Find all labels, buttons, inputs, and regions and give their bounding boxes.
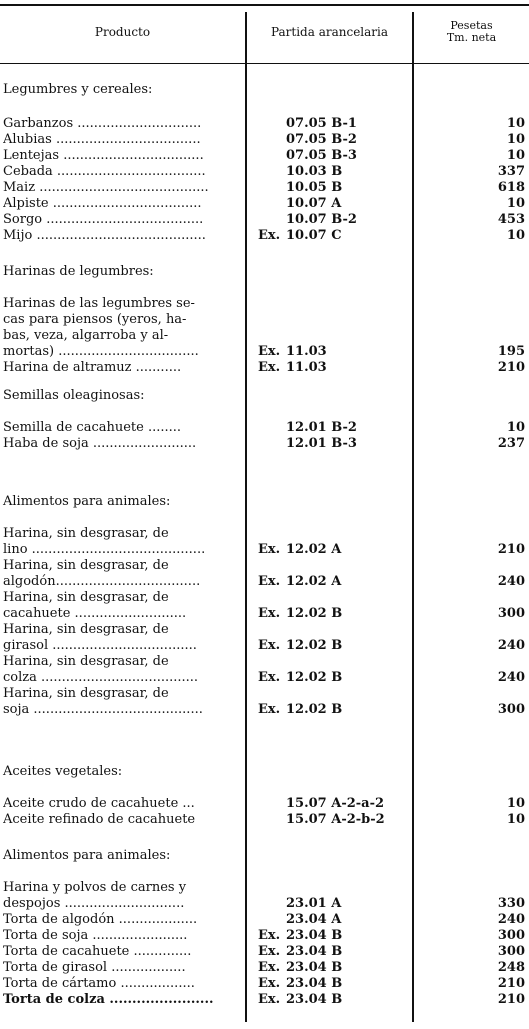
product-cell: Lentejas ..................................: [3, 148, 204, 163]
tariff-code-cell: 10.03 B: [286, 164, 343, 179]
product-cell: Harina, sin desgrasar, de: [3, 622, 169, 637]
tariff-code-cell: 12.02 B: [286, 606, 343, 621]
tariff-code-cell: 23.04 B: [286, 976, 343, 991]
ex-marker: Ex.: [258, 702, 281, 717]
product-cell: soja .........................................: [3, 702, 203, 717]
tariff-code-cell: 23.04 B: [286, 944, 343, 959]
ex-marker: Ex.: [258, 344, 281, 359]
product-cell: Torta de algodón ...................: [3, 912, 198, 927]
header-pesetas-line1: Pesetas: [450, 19, 493, 32]
pesetas-value-cell: 10: [506, 148, 525, 163]
pesetas-value-cell: 248: [497, 960, 525, 975]
tariff-code-cell: 10.07 A: [286, 196, 342, 211]
ex-marker: Ex.: [258, 606, 281, 621]
pesetas-value-cell: 210: [497, 360, 525, 375]
product-cell: Harina de altramuz ...........: [3, 360, 182, 375]
tariff-code-cell: 12.01 B-2: [286, 420, 357, 435]
product-cell: lino ..........................................: [3, 542, 206, 557]
product-cell: algodón...................................: [3, 574, 201, 589]
tariff-code-cell: 23.04 B: [286, 928, 343, 943]
table-row: [0, 976, 529, 992]
product-cell: Sorgo ......................................: [3, 212, 204, 227]
tariff-code-cell: 10.07 B-2: [286, 212, 357, 227]
product-cell: girasol ...................................: [3, 638, 197, 653]
table-row: [0, 164, 529, 180]
product-cell: Alubias ...................................: [3, 132, 201, 147]
product-cell: Torta de cártamo ..................: [3, 976, 195, 991]
pesetas-value-cell: 453: [497, 212, 525, 227]
table-row: [0, 606, 529, 622]
ex-marker: Ex.: [258, 976, 281, 991]
table-row: [0, 670, 529, 686]
pesetas-value-cell: 210: [497, 976, 525, 991]
table-row: [0, 328, 529, 344]
ex-marker: Ex.: [258, 542, 281, 557]
table-row: [0, 132, 529, 148]
tariff-code-cell: 07.05 B-2: [286, 132, 357, 147]
table-row: [0, 574, 529, 590]
table-row: [0, 928, 529, 944]
ex-marker: Ex.: [258, 228, 281, 243]
tariff-code-cell: 23.04 A: [286, 912, 342, 927]
tariff-code-cell: 07.05 B-3: [286, 148, 357, 163]
table-row: [0, 296, 529, 312]
ex-marker: Ex.: [258, 928, 281, 943]
table-row: [0, 686, 529, 702]
pesetas-value-cell: 10: [506, 420, 525, 435]
pesetas-value-cell: 240: [497, 574, 525, 589]
table-row: [0, 654, 529, 670]
table-row: [0, 896, 529, 912]
product-cell: Torta de girasol ..................: [3, 960, 186, 975]
product-cell: Mijo .........................................: [3, 228, 206, 243]
header-rule: [0, 63, 529, 64]
table-row: [0, 880, 529, 896]
product-cell: Garbanzos ..............................: [3, 116, 202, 131]
product-cell: Torta de soja .......................: [3, 928, 188, 943]
product-cell: Harina, sin desgrasar, de: [3, 526, 169, 541]
table-row: [0, 944, 529, 960]
pesetas-value-cell: 10: [506, 116, 525, 131]
pesetas-value-cell: 195: [497, 344, 525, 359]
product-cell: Alpiste ....................................: [3, 196, 202, 211]
tariff-code-cell: 12.02 A: [286, 542, 342, 557]
table-row: [0, 702, 529, 718]
pesetas-value-cell: 237: [497, 436, 525, 451]
table-row: [0, 812, 529, 828]
table-row: [0, 148, 529, 164]
pesetas-value-cell: 300: [497, 928, 525, 943]
table-row: [0, 796, 529, 812]
table-row: [0, 590, 529, 606]
tariff-code-cell: 15.07 A-2-b-2: [286, 812, 385, 827]
table-row: [0, 542, 529, 558]
product-cell: cacahuete ...........................: [3, 606, 187, 621]
tariff-code-cell: 23.01 A: [286, 896, 342, 911]
ex-marker: Ex.: [258, 944, 281, 959]
tariff-code-cell: 07.05 B-1: [286, 116, 357, 131]
ex-marker: Ex.: [258, 960, 281, 975]
product-cell: Haba de soja .........................: [3, 436, 197, 451]
pesetas-value-cell: 240: [497, 638, 525, 653]
table-row: [0, 622, 529, 638]
tariff-code-cell: 15.07 A-2-a-2: [286, 796, 385, 811]
product-cell: Aceite crudo de cacahuete ...: [3, 796, 195, 811]
product-cell: Harina, sin desgrasar, de: [3, 590, 169, 605]
pesetas-value-cell: 10: [506, 796, 525, 811]
table-row: [0, 212, 529, 228]
header-partida: Partida arancelaria: [270, 25, 389, 39]
section-title: Alimentos para animales:: [3, 848, 171, 863]
tariff-code-cell: 12.02 B: [286, 702, 343, 717]
table-row: [0, 420, 529, 436]
tariff-code-cell: 23.04 B: [286, 992, 343, 1007]
tariff-code-cell: 11.03: [286, 344, 327, 359]
tariff-code-cell: 10.05 B: [286, 180, 343, 195]
pesetas-value-cell: 10: [506, 228, 525, 243]
table-row: [0, 436, 529, 452]
header-pesetas-line2: Tm. neta: [446, 31, 497, 44]
header-pesetas: [414, 20, 529, 44]
product-cell: Torta de cacahuete ..............: [3, 944, 192, 959]
product-cell: Harina, sin desgrasar, de: [3, 686, 169, 701]
top-rule: [0, 4, 529, 6]
pesetas-value-cell: 10: [506, 812, 525, 827]
pesetas-value-cell: 10: [506, 132, 525, 147]
table-row: [0, 992, 529, 1008]
tariff-code-cell: 10.07 C: [286, 228, 342, 243]
ex-marker: Ex.: [258, 670, 281, 685]
pesetas-value-cell: 210: [497, 542, 525, 557]
pesetas-value-cell: 337: [497, 164, 525, 179]
product-cell: Harina y polvos de carnes y: [3, 880, 187, 895]
pesetas-value-cell: 300: [497, 944, 525, 959]
table-row: [0, 344, 529, 360]
table-row: [0, 526, 529, 542]
table-row: [0, 960, 529, 976]
pesetas-value-cell: 210: [497, 992, 525, 1007]
product-cell: Torta de colza .......................: [3, 992, 214, 1007]
section-title: Aceites vegetales:: [3, 764, 123, 779]
table-row: [0, 558, 529, 574]
tariff-code-cell: 12.01 B-3: [286, 436, 357, 451]
pesetas-value-cell: 10: [506, 196, 525, 211]
tariff-code-cell: 12.02 B: [286, 638, 343, 653]
header-producto: Producto: [94, 25, 151, 39]
table-row: [0, 196, 529, 212]
ex-marker: Ex.: [258, 992, 281, 1007]
product-cell: despojos .............................: [3, 896, 185, 911]
product-cell: Semilla de cacahuete ........: [3, 420, 182, 435]
tariff-code-cell: 11.03: [286, 360, 327, 375]
product-cell: Maiz .........................................: [3, 180, 209, 195]
section-title: Harinas de legumbres:: [3, 264, 154, 279]
product-cell: Harinas de las legumbres se-: [3, 296, 195, 311]
tariff-code-cell: 23.04 B: [286, 960, 343, 975]
pesetas-value-cell: 618: [497, 180, 525, 195]
pesetas-value-cell: 300: [497, 606, 525, 621]
section-title: Legumbres y cereales:: [3, 82, 153, 97]
pesetas-value-cell: 330: [497, 896, 525, 911]
table-row: [0, 312, 529, 328]
product-cell: bas, veza, algarroba y al-: [3, 328, 169, 343]
tariff-code-cell: 12.02 A: [286, 574, 342, 589]
product-cell: mortas) ..................................: [3, 344, 199, 359]
ex-marker: Ex.: [258, 574, 281, 589]
ex-marker: Ex.: [258, 638, 281, 653]
product-cell: Harina, sin desgrasar, de: [3, 654, 169, 669]
product-cell: cas para piensos (yeros, ha-: [3, 312, 187, 327]
product-cell: Harina, sin desgrasar, de: [3, 558, 169, 573]
tariff-code-cell: 12.02 B: [286, 670, 343, 685]
table-row: [0, 360, 529, 376]
table-row: [0, 638, 529, 654]
section-title: Alimentos para animales:: [3, 494, 171, 509]
pesetas-value-cell: 240: [497, 912, 525, 927]
product-cell: Aceite refinado de cacahuete: [3, 812, 196, 827]
product-cell: Cebada ....................................: [3, 164, 206, 179]
ex-marker: Ex.: [258, 360, 281, 375]
table-row: [0, 228, 529, 244]
section-title: Semillas oleaginosas:: [3, 388, 145, 403]
product-cell: colza ......................................: [3, 670, 199, 685]
table-row: [0, 912, 529, 928]
table-row: [0, 180, 529, 196]
pesetas-value-cell: 300: [497, 702, 525, 717]
table-row: [0, 116, 529, 132]
pesetas-value-cell: 240: [497, 670, 525, 685]
